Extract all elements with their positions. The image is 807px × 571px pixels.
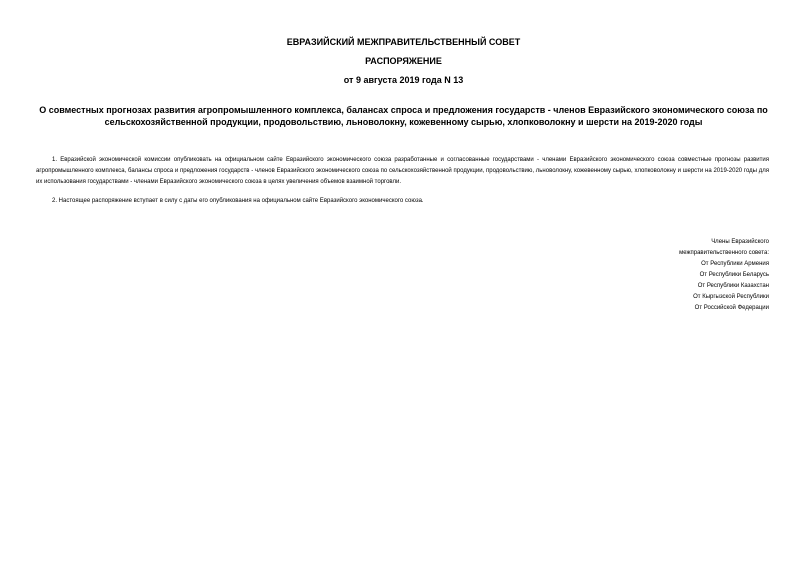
signature-header-line-1: Члены Евразийского	[711, 239, 769, 245]
signature-line-kazakhstan: От Республики Казахстан	[697, 283, 769, 289]
document-type-heading: РАСПОРЯЖЕНИЕ	[365, 56, 442, 66]
signature-line-armenia: От Республики Армения	[701, 261, 769, 267]
signature-line-kyrgyzstan: От Кыргызской Республики	[693, 294, 769, 300]
paragraph-1: 1. Евразийской экономической комиссии опубликовать на официальном сайте Евразийского экономического союза разработанные и согласованные государствами - членами Евразийского экономического союза совместные прогнозы развития агропромышленного комплекса, балансы спроса и предложения государств - членов Евразийского экономического союза по сельскохозяйственной продукции, продовольствию, льноволокну, кожевенному сырью, хлопковолокну и шерсти на 2019-2020 годы для их использования государствами - членами Евразийского экономического союза в целях увеличения объемов взаимной торговли.	[36, 157, 769, 185]
document-title: О совместных прогнозах развития агропромышленного комплекса, балансах спроса и предложения государств - членов Евразийского экономического союза по сельскохозяйственной продукции, продовольствию, льноволокну, кожевенному сырью, хлопковолокну и шерсти на 2019-2020 годы	[39, 105, 768, 127]
signature-header-line-2: межправительственного совета:	[679, 250, 769, 256]
paragraph-2: 2. Настоящее распоряжение вступает в силу с даты его опубликования на официальном сайте Евразийского экономического союза.	[52, 198, 424, 204]
document-date-number: от 9 августа 2019 года N 13	[343, 75, 464, 85]
signature-line-belarus: От Республики Беларусь	[699, 272, 769, 278]
organization-heading: ЕВРАЗИЙСКИЙ МЕЖПРАВИТЕЛЬСТВЕННЫЙ СОВЕТ	[286, 37, 521, 47]
signature-line-russia: От Российской Федерации	[694, 305, 769, 311]
signature-block	[679, 237, 769, 314]
